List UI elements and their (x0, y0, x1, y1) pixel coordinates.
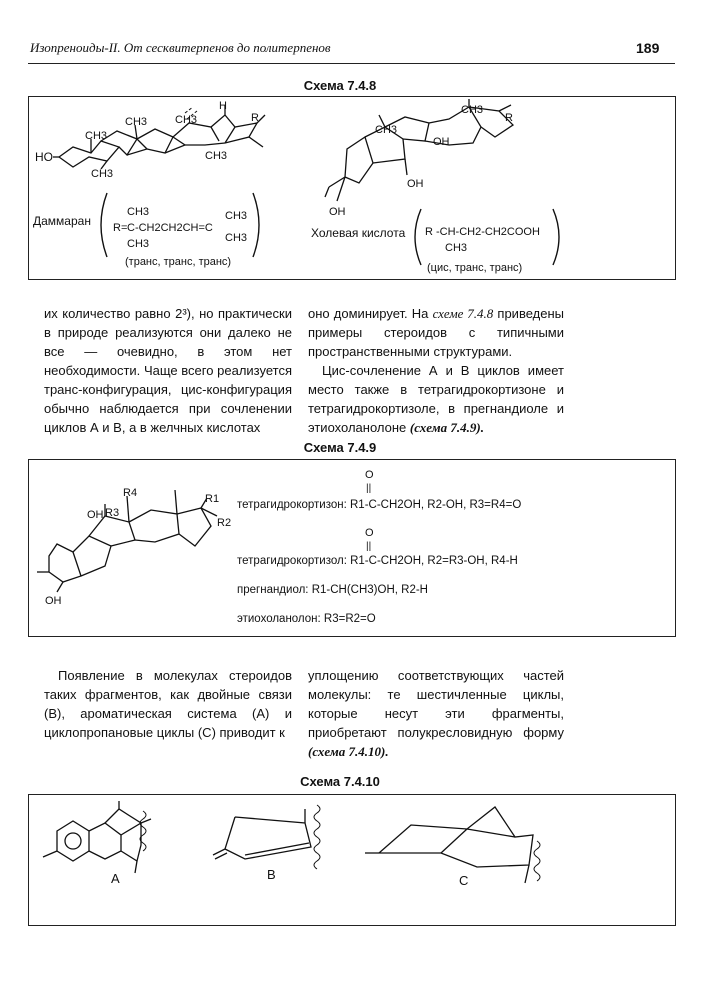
scheme-749-box (28, 459, 676, 637)
para1-right2 (308, 361, 564, 437)
scheme-748-title: Схема 7.4.8 (303, 78, 377, 93)
para1-right-a: оно доминирует. На (308, 306, 433, 321)
dammarane-r: R (251, 112, 259, 124)
dammarane-r-prefix: R= (113, 222, 128, 234)
dammarane-ch3-b: CH3 (91, 168, 114, 180)
s749-dbl-2: || (366, 541, 372, 552)
s749-entry-3: прегнандиол: R1-CH(CH3)OH, R2-H (237, 584, 428, 596)
cholic-acid-name: Холевая кислота (311, 226, 406, 240)
s749-oh-top: OH (87, 509, 104, 521)
para2-right (308, 666, 564, 761)
dammarane-config: (транс, транс, транс) (125, 256, 232, 268)
header-rule (28, 63, 675, 64)
scheme-748-figure (29, 97, 674, 278)
scheme-7410-title: Схема 7.4.10 (300, 774, 380, 789)
fragment-b-label: B (267, 867, 276, 882)
s749-o-2: O (365, 527, 374, 539)
fragment-c (365, 807, 533, 883)
cholic-r: R (505, 112, 513, 124)
s749-r2: R2 (217, 517, 232, 529)
dammarane-r-ch3-bottom: CH3 (127, 238, 150, 250)
para2-left: Появление в молекулах стероидов таких фрагментов, как двойные связи (В), ароматическая система (А) и циклопропановые циклы (С) приводит к (44, 668, 292, 740)
cholic-r-chain: R -CH-CH2-CH2COOH (425, 226, 540, 238)
running-title: Изопреноиды-II. От сесквитерпенов до политерпенов (30, 40, 331, 55)
fragment-c-label: C (459, 873, 469, 888)
dammarane-r-chain: C-CH2CH2CH=C (127, 222, 213, 234)
dammarane-r-ch3-right-bottom: CH3 (225, 232, 248, 244)
cholic-oh-3: OH (329, 206, 346, 218)
para1-right-ref: схеме 7.4.8 (432, 306, 494, 321)
scheme-749-figure (29, 460, 674, 635)
para1-right2-a: Цис-сочленение А и В циклов имеет место также в тетрагидрокортизоне и тетрагидрокортизоле, в прегнандиоле и этиохоланолоне (308, 363, 564, 435)
scheme-7410-box (28, 794, 676, 926)
para1-right-b: приведены примеры стероидов с типичными пространственными структурами. (308, 306, 564, 359)
scheme-748-box (28, 96, 676, 280)
dammarane-name: Даммаран (33, 214, 91, 228)
s749-oh-bottom: OH (45, 595, 62, 607)
page-number: 189 (636, 40, 660, 56)
s749-r1: R1 (205, 493, 220, 505)
cholic-config: (цис, транс, транс) (427, 262, 523, 274)
para1-left: их количество равно 2³), но практически в природе реализуются они далеко не все — очевидно, в этом нет необходимости. Чаще всего реализуется транс-конфигурация, цис-конфигурация обычно наблюдается при сочленении циклов А и В, а в желчных кислотах (44, 306, 292, 435)
scheme-749-title: Схема 7.4.9 (303, 440, 377, 455)
para2-right-a: уплощению соответствующих частей молекулы: те шестичленные циклы, которые несут эти фрагменты, приобретают полукресловидную форму (308, 668, 564, 740)
fragment-a-label: A (111, 871, 120, 886)
cholic-ch3-b: CH3 (461, 104, 484, 116)
dammarane-ch3-a: CH3 (85, 130, 108, 142)
s749-entry-4: этиохоланолон: R3=R2=O (237, 613, 376, 625)
fragment-b (213, 809, 311, 859)
dammarane-ch3-e: CH3 (205, 150, 228, 162)
cholic-r-ch3: CH3 (445, 242, 468, 254)
fragment-a (43, 801, 151, 873)
s749-r3: R3 (105, 507, 120, 519)
dammarane-r-ch3-right-top: CH3 (225, 210, 248, 222)
cholic-oh-12: OH (433, 136, 450, 148)
scheme-7410-figure (29, 795, 674, 924)
dammarane-ho: HO (35, 150, 53, 164)
s749-dbl-1: || (366, 483, 372, 494)
s749-entry-2: тетрагидрокортизол: R1-C-CH2OH, R2=R3-OH, R4-H (237, 555, 518, 567)
dammarane-h: H (219, 100, 227, 112)
s749-entry-1: тетрагидрокортизон: R1-C-CH2OH, R2-OH, R3=R4=O (237, 499, 522, 511)
cholic-oh-7: OH (407, 178, 424, 190)
para2-right-ref: (схема 7.4.10). (308, 744, 389, 759)
steroid-skeleton-749 (37, 490, 220, 592)
dammarane-ch3-d: CH3 (175, 114, 198, 126)
cholic-ch3-a: CH3 (375, 124, 398, 136)
dammarane-r-ch3-top: CH3 (127, 206, 150, 218)
para1-right2-ref: (схема 7.4.9). (409, 420, 484, 435)
dammarane-ch3-c: CH3 (125, 116, 148, 128)
para1-right (308, 304, 564, 361)
s749-r4: R4 (123, 487, 138, 499)
s749-o-1: O (365, 469, 374, 481)
